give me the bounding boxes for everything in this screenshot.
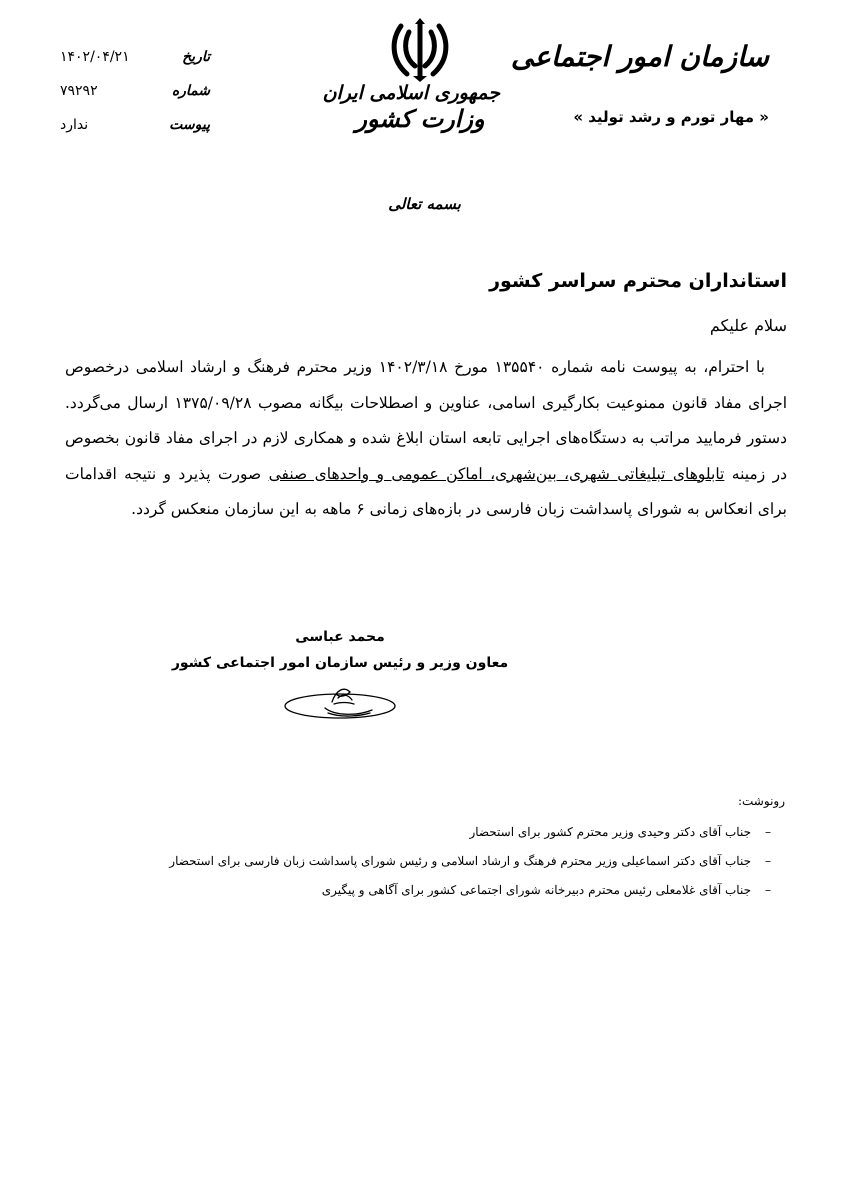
meta-row-date bbox=[60, 40, 210, 74]
signer-title: معاون وزیر و رئیس سازمان امور اجتماعی کشور bbox=[171, 655, 509, 671]
copy-item-text: جناب آقای دکتر وحیدی وزیر محترم کشور برای استحضار bbox=[469, 825, 751, 839]
letterhead-emblem-block bbox=[322, 18, 500, 133]
copy-item-text: جناب آقای غلامعلی رئیس محترم دبیرخانه شورای اجتماعی کشور برای آگاهی و پیگیری bbox=[321, 883, 751, 897]
letter-metadata bbox=[60, 40, 210, 142]
meta-row-number bbox=[60, 74, 210, 108]
signature-block bbox=[160, 624, 520, 724]
organization-name: سازمان امور اجتماعی bbox=[510, 40, 769, 73]
body-line-4 bbox=[65, 457, 787, 493]
body-line-4-prefix: در زمینه bbox=[731, 464, 787, 483]
copies-heading: رونوشت: bbox=[737, 794, 785, 808]
invocation: بسمه تعالی bbox=[388, 195, 461, 213]
letter-body bbox=[65, 350, 787, 528]
motto: « مهار تورم و رشد تولید » bbox=[573, 108, 769, 126]
meta-value-attachment: ندارد bbox=[60, 117, 89, 133]
republic-name: جمهوری اسلامی ایران bbox=[322, 82, 500, 104]
addressee: استانداران محترم سراسر کشور bbox=[489, 270, 787, 292]
signer-name: محمد عباسی bbox=[295, 629, 385, 645]
meta-label-date: تاریخ bbox=[182, 49, 210, 65]
salutation: سلام علیکم bbox=[709, 316, 787, 335]
meta-value-date: ۱۴۰۲/۰۴/۲۱ bbox=[60, 49, 130, 65]
copy-item-text: جناب آقای دکتر اسماعیلی وزیر محترم فرهنگ و ارشاد اسلامی و رئیس شورای پاسداشت زبان فارسی برای استحضار bbox=[169, 854, 751, 868]
copy-item bbox=[145, 876, 785, 905]
copies-block bbox=[145, 790, 785, 905]
body-line-1: با احترام، به پیوست نامه شماره ۱۳۵۵۴۰ مورخ ۱۴۰۲/۳/۱۸ وزیر محترم فرهنگ و ارشاد اسلامی درخصوص bbox=[65, 358, 765, 376]
list-dash: – bbox=[765, 883, 771, 897]
body-line-4-suffix: صورت پذیرد و نتیجه اقدامات bbox=[65, 464, 262, 483]
iran-emblem-icon bbox=[387, 18, 453, 84]
list-dash: – bbox=[765, 854, 771, 868]
meta-row-attachment bbox=[60, 108, 210, 142]
meta-label-attachment: پیوست bbox=[169, 117, 210, 133]
body-line-3: دستور فرمایید مراتب به دستگاه‌های اجرایی تابعه استان ابلاغ شده و همکاری لازم در اجرای مفاد قانون بخصوص bbox=[65, 429, 787, 447]
body-line-2: اجرای مفاد قانون ممنوعیت بکارگیری اسامی، عناوین و اصطلاحات بیگانه مصوب ۱۳۷۵/۰۹/۲۸ ارسال می‌گردد. bbox=[65, 393, 787, 412]
underlined-places: تابلوهای تبلیغاتی شهری، بین‌شهری، اماکن عمومی و واحدهای صنفی bbox=[268, 464, 725, 483]
body-line-5: برای انعکاس به شورای پاسداشت زبان فارسی در بازه‌های زمانی ۶ ماهه به این سازمان منعکس گردد. bbox=[131, 500, 787, 518]
copy-item bbox=[145, 818, 785, 847]
meta-label-number: شماره bbox=[171, 83, 210, 99]
ministry-name: وزارت کشور bbox=[355, 104, 485, 133]
handwritten-signature-icon bbox=[280, 680, 400, 724]
meta-value-number: ۷۹۲۹۲ bbox=[60, 83, 98, 99]
copy-item bbox=[145, 847, 785, 876]
list-dash: – bbox=[765, 825, 771, 839]
